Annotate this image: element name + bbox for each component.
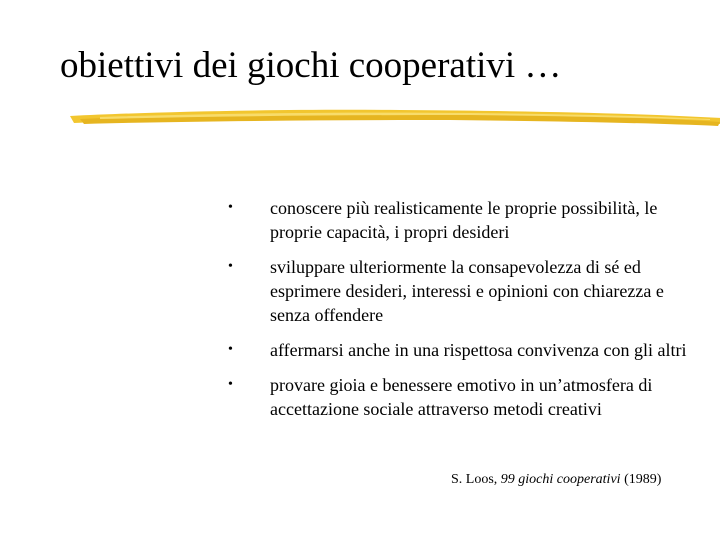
citation-author: S. Loos, xyxy=(451,472,501,487)
citation xyxy=(451,472,661,488)
bullet-item xyxy=(228,255,698,327)
bullet-item xyxy=(228,338,698,362)
bullet-marker: • xyxy=(228,377,233,392)
bullet-item xyxy=(228,196,698,244)
bullet-text: conoscere più realisticamente le proprie possibilità, le proprie capacità, i propri desideri xyxy=(270,198,658,242)
citation-work: 99 giochi cooperativi xyxy=(500,472,621,487)
title-underline-brushstroke xyxy=(70,104,720,132)
slide-title: obiettivi dei giochi cooperativi … xyxy=(60,45,562,86)
bullet-text: sviluppare ulteriormente la consapevolezza di sé ed esprimere desideri, interessi e opinioni con chiarezza e senza offendere xyxy=(270,257,664,325)
bullet-marker: • xyxy=(228,259,233,274)
bullet-item xyxy=(228,373,698,421)
bullet-marker: • xyxy=(228,200,233,215)
citation-year: (1989) xyxy=(620,472,662,487)
bullet-marker: • xyxy=(228,342,233,357)
bullet-list xyxy=(228,196,698,421)
bullet-text: provare gioia e benessere emotivo in un’atmosfera di accettazione sociale attraverso metodi creativi xyxy=(270,375,653,419)
bullet-text: affermarsi anche in una rispettosa convivenza con gli altri xyxy=(270,340,687,360)
